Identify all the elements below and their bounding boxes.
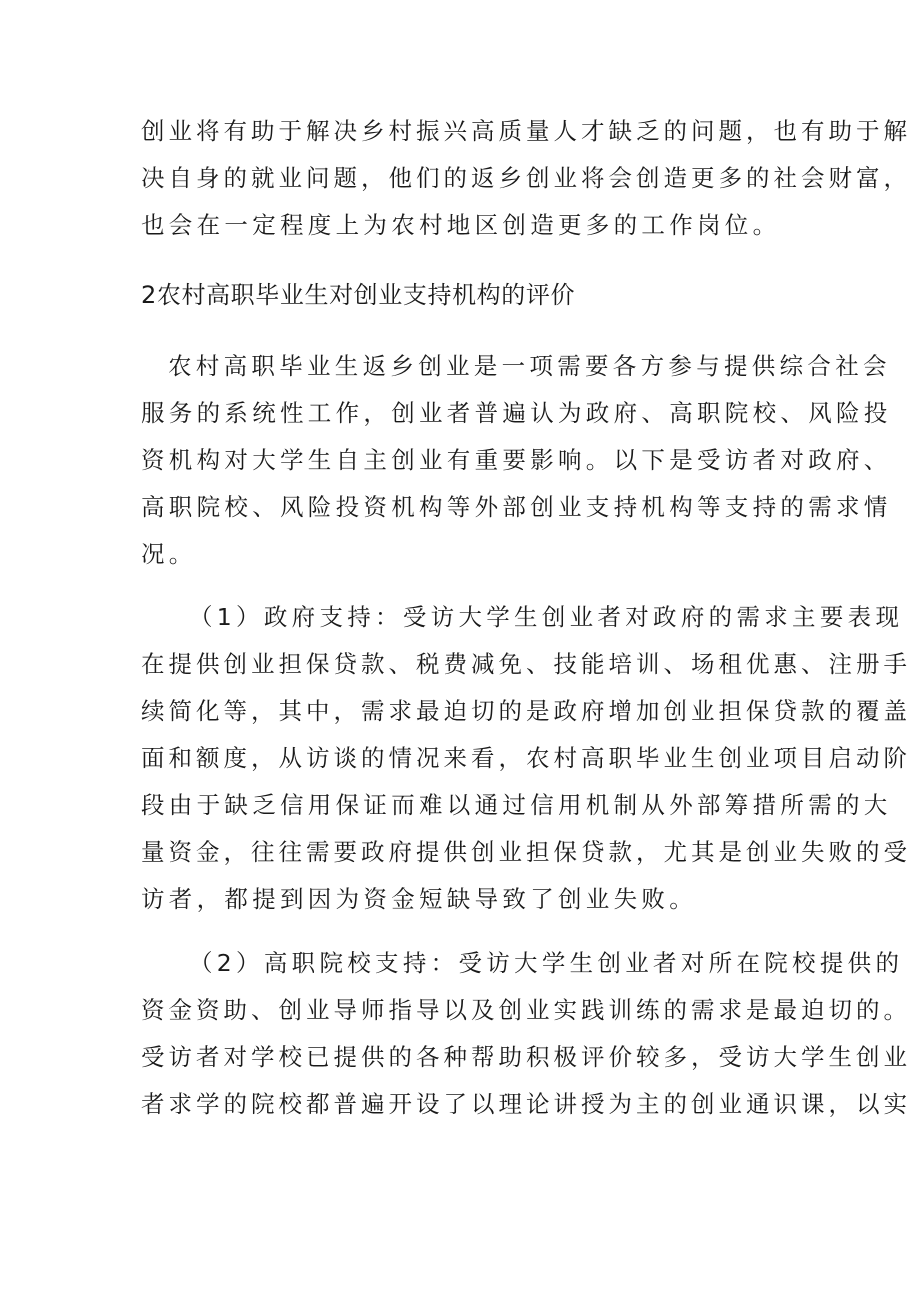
paragraph-line: 者求学的院校都普遍开设了以理论讲授为主的创业通识课，以实 [141, 1090, 911, 1118]
paragraph-line: 量资金，往往需要政府提供创业担保贷款，尤其是创业失败的受 [141, 838, 911, 866]
paragraph-line: （1）政府支持：受访大学生创业者对政府的需求主要表现 [189, 603, 904, 631]
paragraph-line: （2）高职院校支持：受访大学生创业者对所在院校提供的 [189, 949, 904, 977]
paragraph-line: 决自身的就业问题，他们的返乡创业将会创造更多的社会财富， [141, 164, 911, 192]
paragraph-line: 况。 [141, 540, 197, 568]
paragraph-line: 服务的系统性工作，创业者普遍认为政府、高职院校、风险投 [141, 399, 892, 427]
paragraph-line: 面和额度，从访谈的情况来看，农村高职毕业生创业项目启动阶 [141, 744, 911, 772]
section-heading: 2农村高职毕业生对创业支持机构的评价 [141, 281, 576, 309]
paragraph-line: 访者，都提到因为资金短缺导致了创业失败。 [141, 885, 697, 913]
paragraph-line: 也会在一定程度上为农村地区创造更多的工作岗位。 [141, 211, 781, 239]
paragraph-line: 高职院校、风险投资机构等外部创业支持机构等支持的需求情 [141, 493, 892, 521]
paragraph-line: 农村高职毕业生返乡创业是一项需要各方参与提供综合社会 [168, 352, 891, 380]
paragraph-line: 在提供创业担保贷款、税费减免、技能培训、场租优惠、注册手 [141, 650, 911, 678]
paragraph-line: 段由于缺乏信用保证而难以通过信用机制从外部筹措所需的大 [141, 791, 892, 819]
paragraph-line: 受访者对学校已提供的各种帮助积极评价较多，受访大学生创业 [141, 1043, 911, 1071]
paragraph-line: 资金资助、创业导师指导以及创业实践训练的需求是最迫切的。 [141, 996, 911, 1024]
paragraph-line: 创业将有助于解决乡村振兴高质量人才缺乏的问题，也有助于解 [141, 117, 911, 145]
paragraph-line: 资机构对大学生自主创业有重要影响。以下是受访者对政府、 [141, 446, 892, 474]
paragraph-line: 续简化等，其中，需求最迫切的是政府增加创业担保贷款的覆盖 [141, 697, 911, 725]
